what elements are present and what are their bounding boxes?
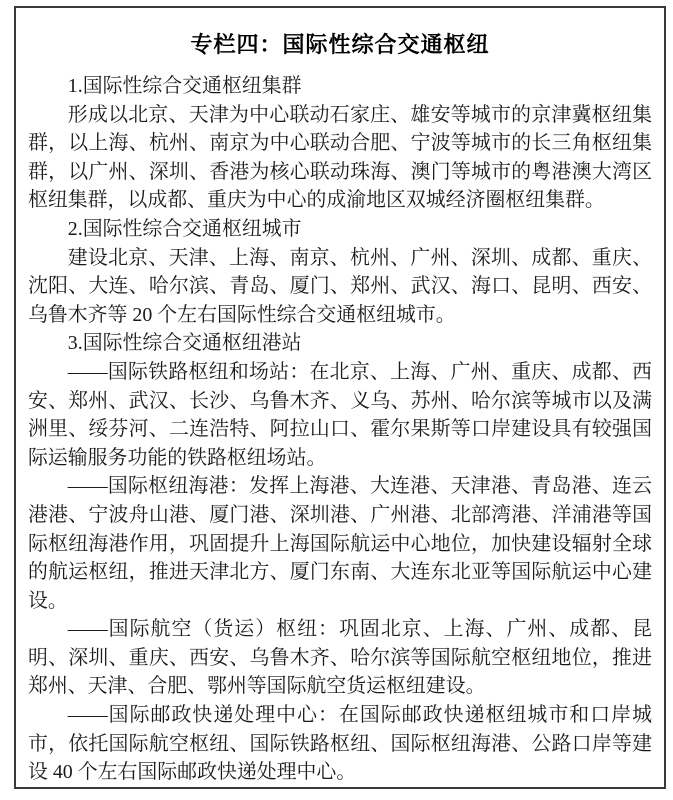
section-1-heading: 1.国际性综合交通枢纽集群 xyxy=(67,75,302,97)
section-3-heading: 3.国际性综合交通枢纽港站 xyxy=(67,332,302,355)
postal-express-centers-paragraph: ——国际邮政快递处理中心：在国际邮政快递枢纽城市和口岸城市，依托国际航空枢纽、国际铁路枢纽、国际枢纽海港、公路口岸等建设 40 个左右国际邮政快递处理中心。 xyxy=(28,704,652,784)
section-2-body-hub-cities: 建设北京、天津、上海、南京、杭州、广州、深圳、成都、重庆、沈阳、大连、哈尔滨、青岛、厦门、郑州、武汉、海口、昆明、西安、乌鲁木齐等 20 个左右国际性综合交通枢纽城市。 xyxy=(28,246,652,326)
box-title: 专栏四：国际性综合交通枢纽 xyxy=(190,32,490,57)
air-cargo-hubs-paragraph: ——国际航空（货运）枢纽：巩固北京、上海、广州、成都、昆明、深圳、重庆、西安、乌鲁木齐、哈尔滨等国际航空枢纽地位，推进郑州、天津、合肥、鄂州等国际航空货运枢纽建设。 xyxy=(28,618,652,698)
sea-ports-paragraph: ——国际枢纽海港：发挥上海港、大连港、天津港、青岛港、连云港港、宁波舟山港、厦门港、深圳港、广州港、北部湾港、洋浦港等国际枢纽海港作用，巩固提升上海国际航运中心地位，加快建设辐射全球的航运枢纽，推进天津北方、厦门东南、大连东北亚等国际航运中心建设。 xyxy=(28,475,652,612)
section-2-heading: 2.国际性综合交通枢纽城市 xyxy=(67,217,302,240)
rail-hubs-paragraph: ——国际铁路枢纽和场站：在北京、上海、广州、重庆、成都、西安、郑州、武汉、长沙、乌鲁木齐、义乌、苏州、哈尔滨等城市以及满洲里、绥芬河、二连浩特、阿拉山口、霍尔果斯等口岸建设具有较强国际运输服务功能的铁路枢纽场站。 xyxy=(28,360,652,469)
section-1-body-hub-clusters: 形成以北京、天津为中心联动石家庄、雄安等城市的京津冀枢纽集群，以上海、杭州、南京为中心联动合肥、宁波等城市的长三角枢纽集群，以广州、深圳、香港为核心联动珠海、澳门等城市的粤港澳大湾区枢纽集群，以成都、重庆为中心的成渝地区双城经济圈枢纽集群。 xyxy=(28,103,652,212)
column-box xyxy=(14,6,666,789)
